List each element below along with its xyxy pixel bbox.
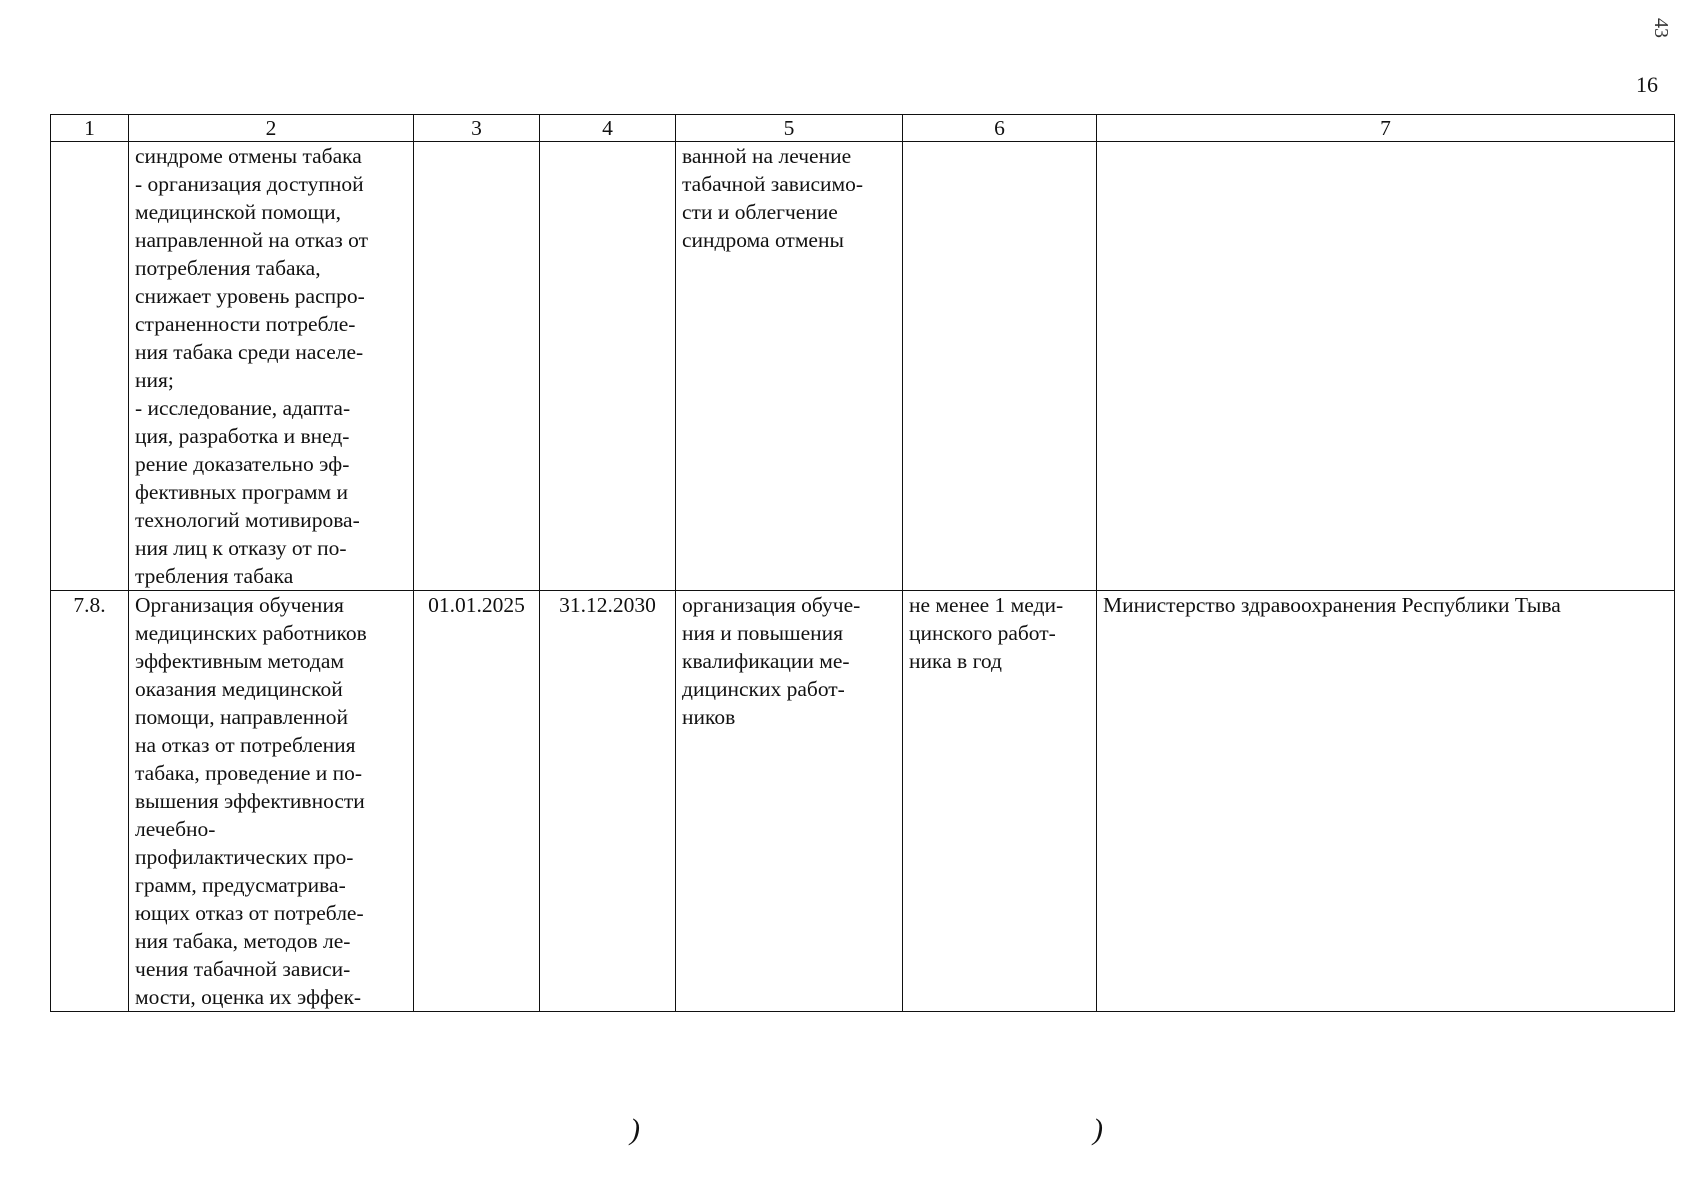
text-line: вышения эффективности: [135, 789, 365, 813]
column-header-6: 6: [903, 115, 1097, 142]
expected-result-cell: [676, 142, 903, 591]
text-line: ция, разработка и внед-: [135, 424, 350, 448]
start-date-cell: 01.01.2025: [414, 591, 540, 1012]
end-date-cell: [540, 142, 676, 591]
end-date-cell: 31.12.2030: [540, 591, 676, 1012]
text-line: профилактических про-: [135, 845, 354, 869]
text-line: табака, проведение и по-: [135, 761, 363, 785]
handwritten-page-annotation: 43: [1650, 18, 1672, 38]
text-line: квалификации ме-: [682, 649, 850, 673]
page-number: 16: [1636, 72, 1658, 97]
text-line: организация обуче-: [682, 593, 861, 617]
column-header-7: 7: [1097, 115, 1675, 142]
text-line: ния табака среди населе-: [135, 340, 364, 364]
text-line: ния лиц к отказу от по-: [135, 536, 347, 560]
text-line: ников: [682, 705, 736, 729]
footer-scan-mark: ): [1093, 1113, 1103, 1146]
column-header-5: 5: [676, 115, 903, 142]
text-line: - исследование, адапта-: [135, 396, 351, 420]
text-line: ния и повышения: [682, 621, 844, 645]
text-line: табачной зависимо-: [682, 172, 864, 196]
table-row-7-8: [51, 591, 1675, 1012]
text-line: цинского работ-: [909, 621, 1056, 645]
text-line: синдроме отмены табака: [135, 144, 362, 168]
text-line: ванной на лечение: [682, 144, 852, 168]
responsible-cell: Министерство здравоохранения Республики Тыва: [1097, 591, 1675, 1012]
text-line: мости, оценка их эффек-: [135, 985, 362, 1009]
text-line: не менее 1 меди-: [909, 593, 1064, 617]
text-line: медицинских работников: [135, 621, 367, 645]
text-line: - организация доступной: [135, 172, 364, 196]
text-line: потребления табака,: [135, 256, 321, 280]
row-number-cell: [51, 142, 129, 591]
text-line: на отказ от потребления: [135, 733, 356, 757]
text-line: дицинских работ-: [682, 677, 845, 701]
column-header-2: 2: [129, 115, 414, 142]
footer-scan-mark: ): [630, 1113, 640, 1146]
text-line: снижает уровень распро-: [135, 284, 365, 308]
text-line: Организация обучения: [135, 593, 344, 617]
text-line: чения табачной зависи-: [135, 957, 351, 981]
text-line: требления табака: [135, 564, 294, 588]
table-header-row: [51, 115, 1675, 142]
text-line: ника в год: [909, 649, 1002, 673]
text-line: фективных программ и: [135, 480, 348, 504]
text-line: оказания медицинской: [135, 677, 343, 701]
text-line: медицинской помощи,: [135, 200, 341, 224]
column-header-3: 3: [414, 115, 540, 142]
column-header-1: 1: [51, 115, 129, 142]
start-date-cell: [414, 142, 540, 591]
measure-description-cell: [129, 591, 414, 1012]
column-header-4: 4: [540, 115, 676, 142]
indicator-cell: [903, 142, 1097, 591]
text-line: помощи, направленной: [135, 705, 348, 729]
text-line: технологий мотивирова-: [135, 508, 360, 532]
text-line: грамм, предусматрива-: [135, 873, 346, 897]
text-line: страненности потребле-: [135, 312, 356, 336]
measure-description-cell: [129, 142, 414, 591]
text-line: рение доказательно эф-: [135, 452, 350, 476]
text-line: направленной на отказ от: [135, 228, 369, 252]
indicator-cell: [903, 591, 1097, 1012]
text-line: эффективным методам: [135, 649, 345, 673]
text-line: ющих отказ от потребле-: [135, 901, 364, 925]
row-number-cell: 7.8.: [51, 591, 129, 1012]
responsible-cell: [1097, 142, 1675, 591]
table-row-continued: [51, 142, 1675, 591]
text-line: лечебно-: [135, 817, 216, 841]
expected-result-cell: [676, 591, 903, 1012]
text-line: ния табака, методов ле-: [135, 929, 351, 953]
text-line: сти и облегчение: [682, 200, 838, 224]
measures-table: [50, 114, 1675, 1012]
text-line: ния;: [135, 368, 174, 392]
text-line: синдрома отмены: [682, 228, 844, 252]
